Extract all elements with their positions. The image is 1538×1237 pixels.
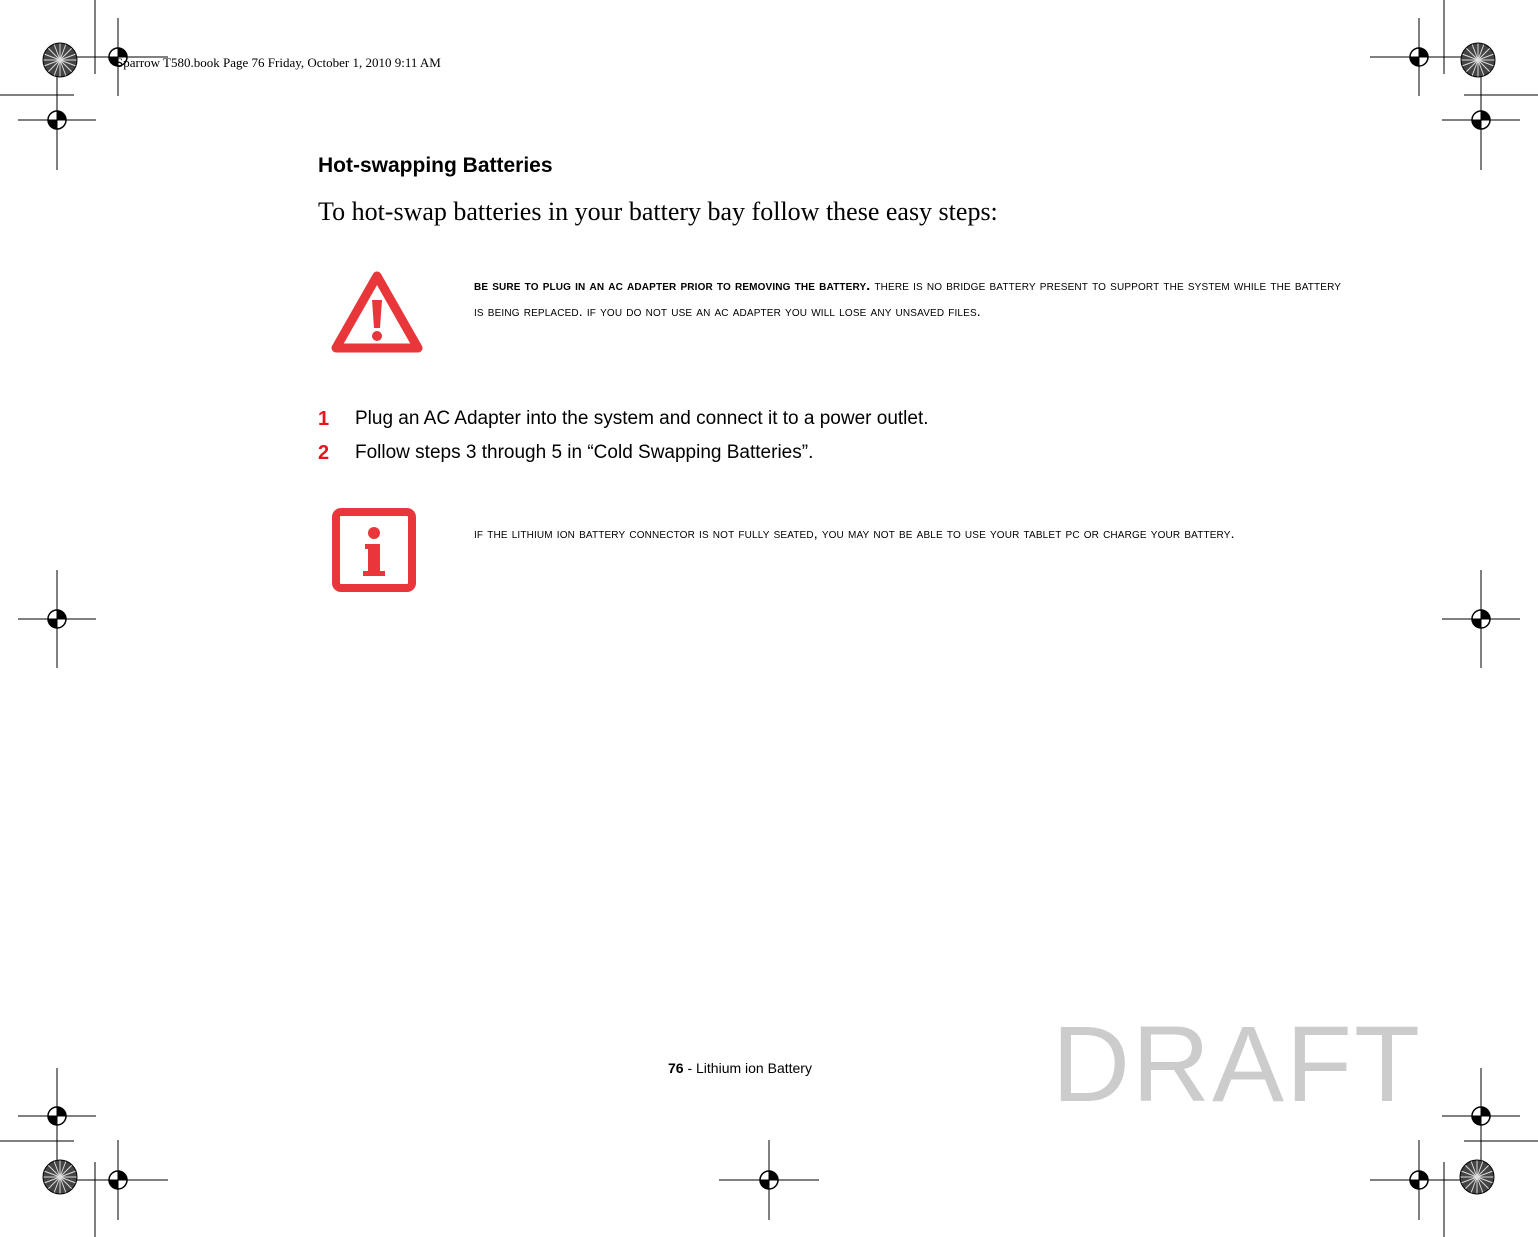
footer-section-name: - Lithium ion Battery — [683, 1060, 812, 1076]
step-text: Follow steps 3 through 5 in “Cold Swapping Batteries”. — [355, 442, 814, 463]
list-item — [318, 436, 929, 470]
print-header: Sparrow T580.book Page 76 Friday, October 1, 2010 9:11 AM — [116, 55, 441, 70]
warning-triangle-icon — [330, 270, 424, 356]
step-number: 2 — [318, 441, 330, 464]
list-item — [318, 402, 929, 436]
section-title: Hot-swapping Batteries — [318, 154, 553, 177]
steps-list — [318, 402, 929, 470]
info-icon — [331, 507, 417, 593]
info-note: if the lithium ion battery connector is not fully seated, you may not be able to use your tablet pc or charge your battery. — [474, 525, 1235, 541]
draft-watermark: DRAFT — [1052, 1003, 1422, 1124]
caution-body: there is no bridge battery present to support the system while the battery is being replaced. if you do not use an ac adapter you will lose any unsaved files. — [474, 277, 1342, 319]
caution-lead: be sure to plug in an ac adapter prior to removing the battery. — [474, 277, 871, 293]
caution-note — [474, 272, 1354, 324]
step-text: Plug an AC Adapter into the system and connect it to a power outlet. — [355, 408, 929, 429]
page-footer — [668, 1060, 812, 1076]
page-number: 76 — [668, 1060, 684, 1076]
step-number: 1 — [318, 407, 330, 430]
intro-text: To hot-swap batteries in your battery bay follow these easy steps: — [318, 197, 998, 226]
